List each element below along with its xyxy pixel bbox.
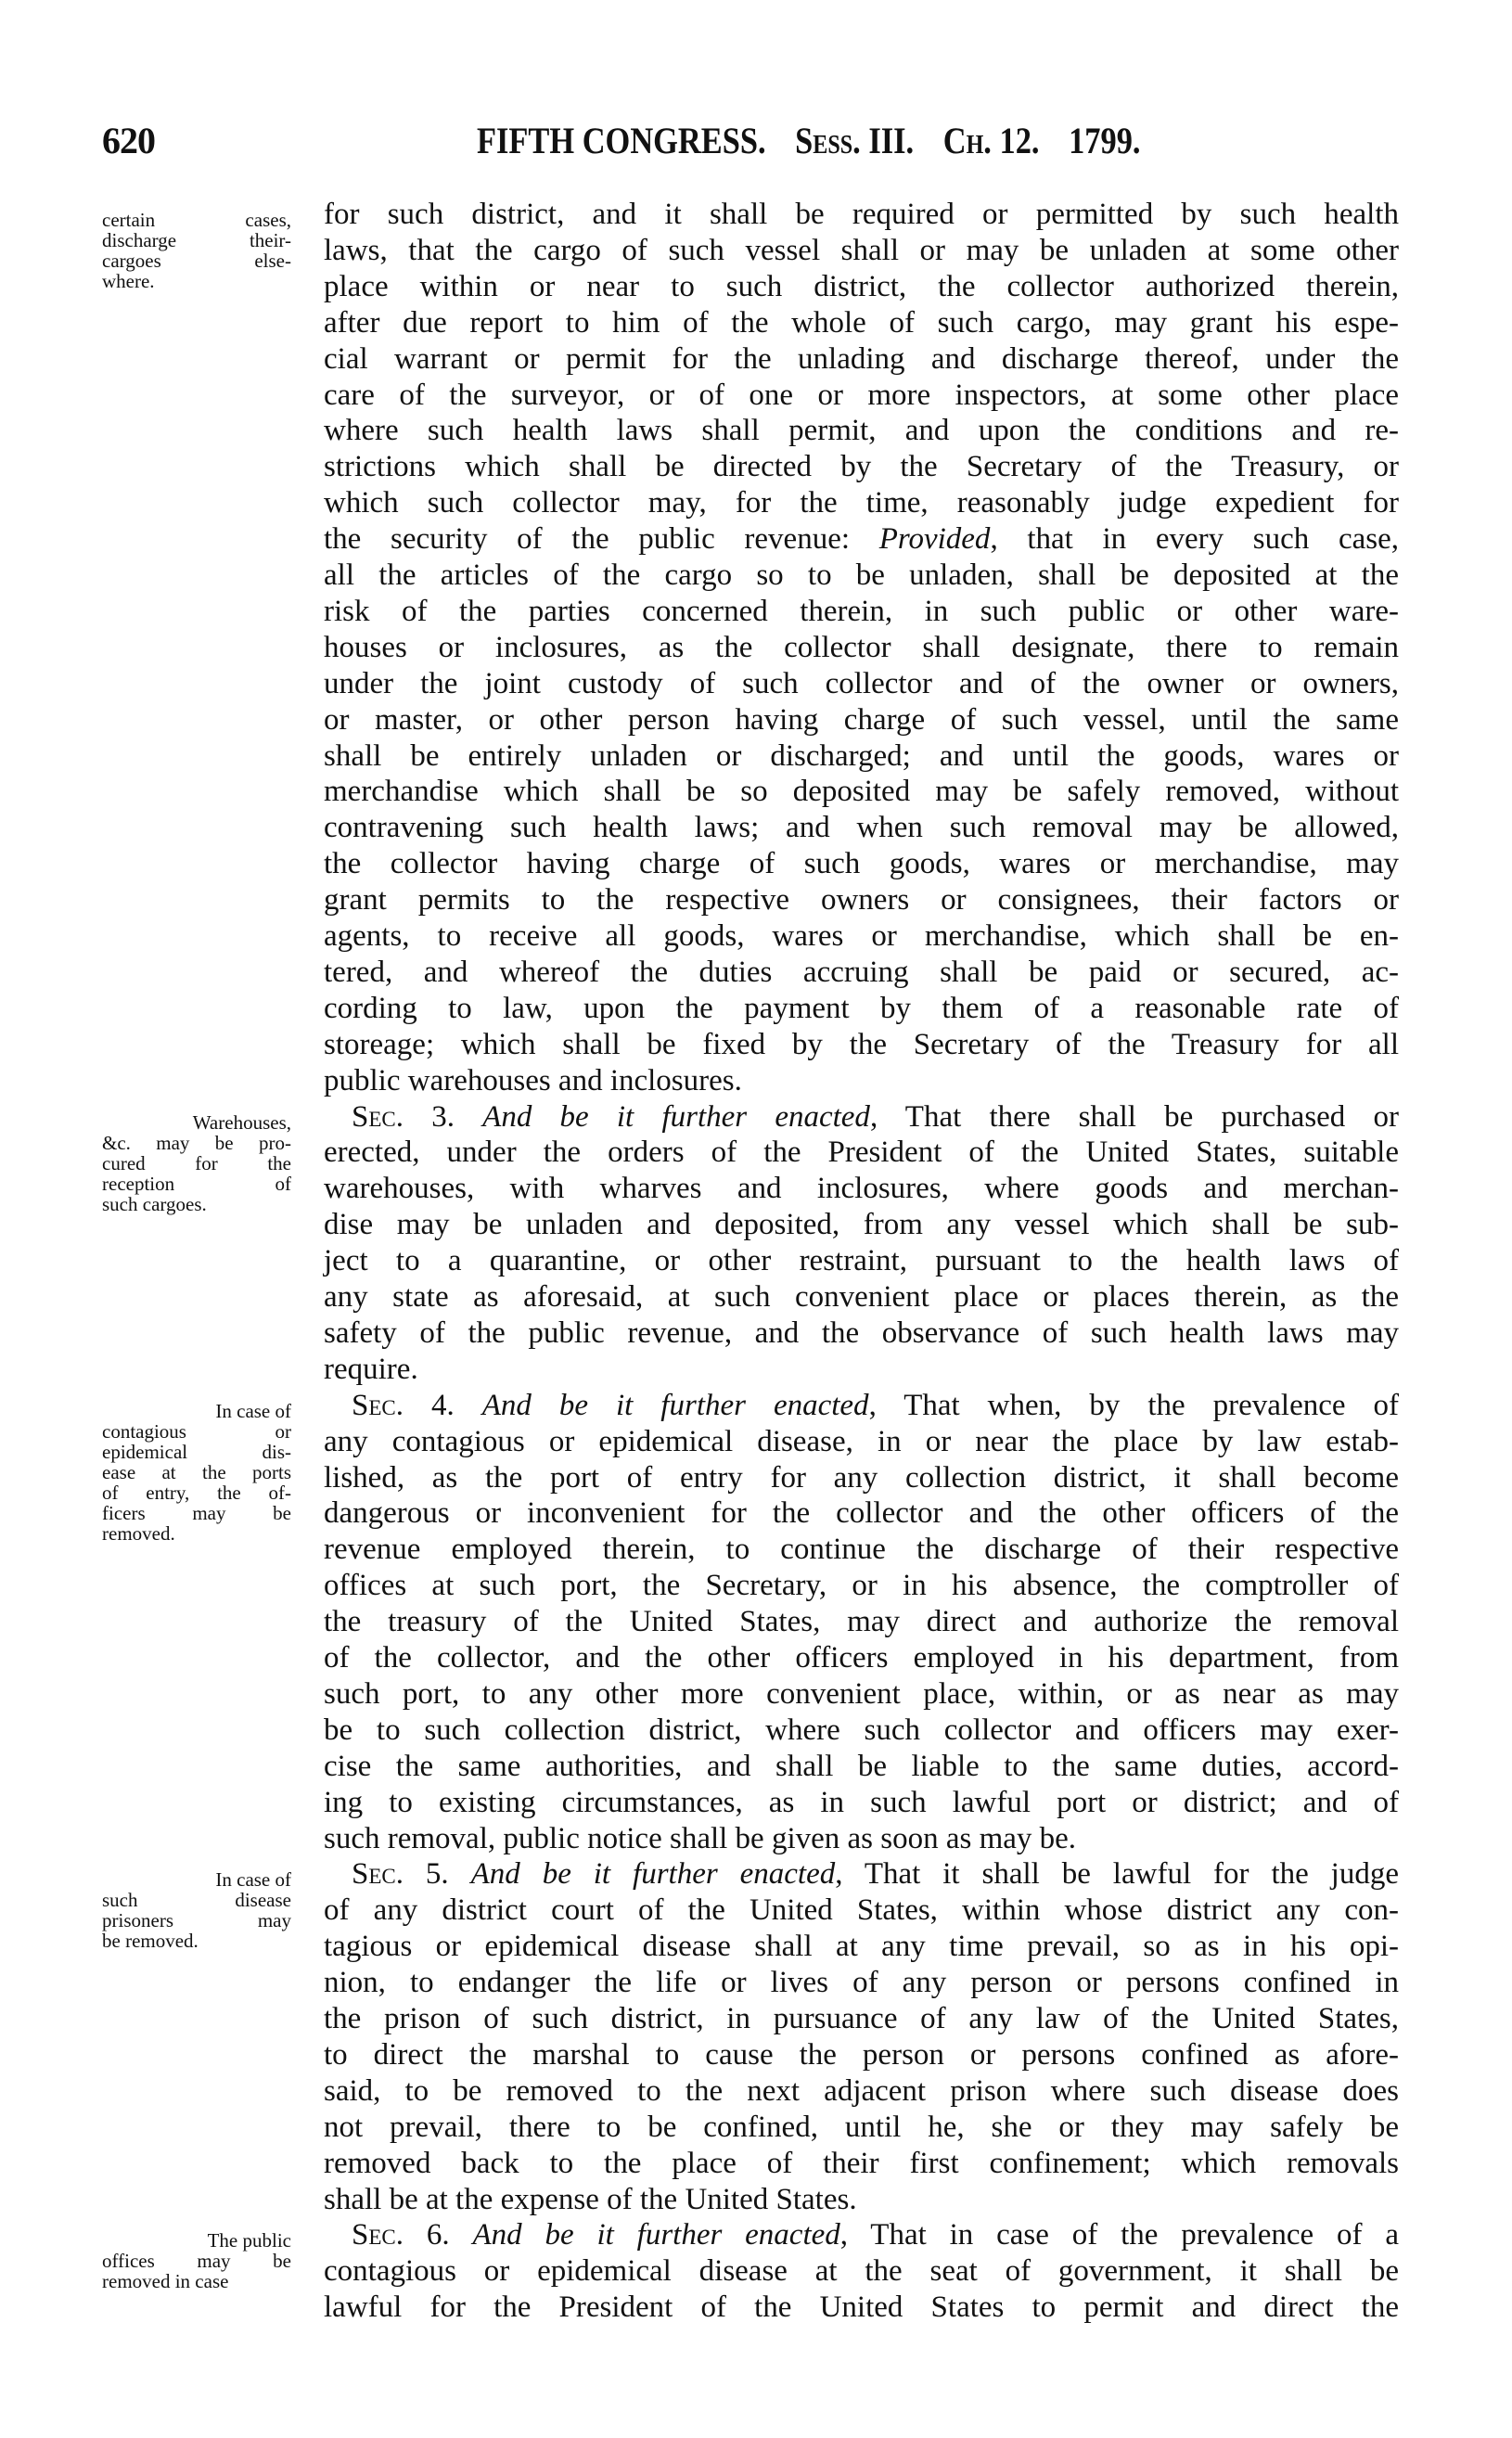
body-line: laws, that the cargo of such vessel shall or may be unladen at some other <box>324 233 1399 267</box>
body-line: cise the same authorities, and shall be liable to the same duties, accord- <box>324 1749 1399 1783</box>
body-line: under the joint custody of such collector and of the owner or owners, <box>324 666 1399 700</box>
section-number: Sec. 5. <box>352 1857 449 1892</box>
body-line: lished, as the port of entry for any collection district, it shall become <box>324 1460 1399 1495</box>
body-line: of any district court of the United States, within whose district any con- <box>324 1893 1399 1928</box>
italic-phrase: And be it further enacted <box>470 1857 836 1892</box>
section-heading-line: Sec. 3. And be it further enacted, That there shall be purchased or <box>352 1099 1400 1134</box>
margin-note-line: such disease <box>102 1889 291 1912</box>
body-line: revenue employed therein, to continue the discharge of their respective <box>324 1533 1399 1567</box>
running-header-session: Sess. III. <box>795 120 915 161</box>
body-line: merchandise which shall be so deposited may be safely removed, without <box>324 775 1399 809</box>
margin-note-line: The public <box>207 2229 291 2252</box>
italic-phrase: And be it further enacted <box>472 2218 840 2252</box>
body-line: dise may be unladen and deposited, from any vessel which shall be sub- <box>324 1208 1399 1242</box>
body-line: ing to existing circumstances, as in such lawful port or district; and of <box>324 1785 1399 1819</box>
margin-note-ports-of-entry <box>102 1401 291 1544</box>
section-number: Sec. 6. <box>352 2218 450 2252</box>
body-line: safety of the public revenue, and the observance of such health laws may <box>324 1315 1399 1350</box>
body-line: such port, to any other more convenient place, within, or as near as may <box>324 1676 1399 1711</box>
body-line: ject to a quarantine, or other restraint, pursuant to the health laws of <box>324 1244 1399 1278</box>
margin-note-line: In case of <box>215 1868 291 1892</box>
margin-note-cargoes-elsewhere <box>102 210 291 291</box>
body-line: strictions which shall be directed by the Secretary of the Treasury, or <box>324 450 1399 484</box>
margin-note-line: prisoners may <box>102 1909 291 1932</box>
margin-note-line: be removed. <box>102 1930 199 1953</box>
body-line: said, to be removed to the next adjacent prison where such disease does <box>324 2073 1399 2108</box>
running-header-year: 1799. <box>1069 120 1141 161</box>
body-line: agents, to receive all goods, wares or merchandise, which shall be en- <box>324 919 1399 953</box>
body-line: the treasury of the United States, may direct and authorize the removal <box>324 1605 1399 1639</box>
body-line: of the collector, and the other officers employed in his department, from <box>324 1641 1399 1675</box>
body-line: place within or near to such district, the collector authorized therein, <box>324 269 1399 303</box>
body-line: storeage; which shall be fixed by the Secretary of the Treasury for all <box>324 1027 1399 1061</box>
margin-note-line: cured for the <box>102 1151 291 1174</box>
body-line: any contagious or epidemical disease, in or near the place by law estab- <box>324 1424 1399 1458</box>
section-heading-line: Sec. 6. And be it further enacted, That in case of the prevalence of a <box>352 2218 1399 2252</box>
margin-note-line: where. <box>102 270 155 292</box>
body-line: for such district, and it shall be required or permitted by such health <box>324 198 1399 231</box>
body-line: be to such collection district, where such collector and officers may exer- <box>324 1713 1399 1747</box>
body-line: erected, under the orders of the President of the United States, suitable <box>324 1136 1399 1170</box>
body-line: contravening such health laws; and when such removal may be allowed, <box>324 811 1399 845</box>
body-line: cial warrant or permit for the unlading and discharge thereof, under the <box>324 341 1399 376</box>
margin-note-public-offices <box>102 2230 291 2291</box>
section-number: Sec. 3. <box>352 1099 455 1134</box>
page-number: 620 <box>102 120 155 161</box>
body-line: not prevail, there to be confined, until he, she or they may safely be <box>324 2110 1399 2144</box>
body-line: nion, to endanger the life or lives of any person or persons confined in <box>324 1966 1399 2000</box>
margin-note-line: contagious or <box>102 1419 291 1443</box>
body-line: care of the surveyor, or of one or more inspectors, at some other place <box>324 378 1399 412</box>
margin-note-line: ease at the ports <box>102 1460 291 1483</box>
body-line: cording to law, upon the payment by them of a reasonable rate of <box>324 991 1399 1025</box>
body-line: the prison of such district, in pursuance of any law of the United States, <box>324 2002 1399 2035</box>
margin-note-line: such cargoes. <box>102 1192 207 1215</box>
section-number: Sec. 4. <box>352 1388 455 1422</box>
body-line: where such health laws shall permit, and upon the conditions and re- <box>324 414 1399 448</box>
margin-note-line: In case of <box>215 1399 291 1422</box>
body-line: tered, and whereof the duties accruing shall be paid or secured, ac- <box>324 955 1399 989</box>
margin-note-line: offices may be <box>102 2250 291 2273</box>
margin-note-line: ficers may be <box>102 1501 291 1524</box>
body-line: houses or inclosures, as the collector shall designate, there to remain <box>324 630 1399 664</box>
margin-note-line: discharge their- <box>102 229 291 251</box>
margin-note-line: certain cases, <box>102 209 291 231</box>
body-line: tagious or epidemical disease shall at any time prevail, so as in his opi- <box>324 1930 1399 1964</box>
margin-note-line: cargoes else- <box>102 250 291 272</box>
margin-note-line: of entry, the of- <box>102 1481 291 1504</box>
body-line: all the articles of the cargo so to be unladen, shall be deposited at the <box>324 558 1399 592</box>
margin-note-warehouses <box>102 1112 291 1214</box>
body-line: require. <box>324 1352 418 1386</box>
running-header-congress: FIFTH CONGRESS. <box>477 120 766 161</box>
body-line: public warehouses and inclosures. <box>324 1063 742 1097</box>
italic-phrase: And be it further enacted <box>481 1388 869 1422</box>
running-header <box>477 119 1141 163</box>
body-line: dangerous or inconvenient for the collector and the other officers of the <box>324 1496 1399 1531</box>
body-line: lawful for the President of the United States to permit and direct the <box>324 2290 1399 2325</box>
body-line: risk of the parties concerned therein, in such public or other ware- <box>324 594 1399 628</box>
body-line: the security of the public revenue: Provided, that in every such case, <box>324 522 1399 557</box>
running-header-chapter: Ch. 12. <box>942 120 1040 161</box>
body-line: to direct the marshal to cause the person or persons confined as afore- <box>324 2037 1399 2072</box>
section-heading-line: Sec. 5. And be it further enacted, That it shall be lawful for the judge <box>352 1857 1399 1892</box>
section-heading-line: Sec. 4. And be it further enacted, That when, by the prevalence of <box>352 1388 1399 1422</box>
margin-note-line: reception of <box>102 1172 291 1195</box>
body-line: contagious or epidemical disease at the seat of government, it shall be <box>324 2254 1399 2289</box>
body-line: removed back to the place of their first confinement; which removals <box>324 2146 1399 2180</box>
margin-note-line: epidemical dis- <box>102 1440 291 1463</box>
body-line: grant permits to the respective owners or consignees, their factors or <box>324 883 1399 917</box>
margin-note-line: &c. may be pro- <box>102 1131 291 1154</box>
body-line: warehouses, with wharves and inclosures, where goods and merchan- <box>324 1172 1399 1206</box>
body-line: shall be at the expense of the United States. <box>324 2182 857 2216</box>
italic-phrase: Provided <box>878 522 991 557</box>
italic-phrase: And be it further enacted <box>482 1099 870 1134</box>
body-line: any state as aforesaid, at such convenient place or places therein, as the <box>324 1280 1399 1314</box>
body-line: the collector having charge of such goods, wares or merchandise, may <box>324 847 1399 881</box>
margin-note-line: Warehouses, <box>192 1110 291 1134</box>
margin-note-prisoners <box>102 1869 291 1951</box>
body-line: such removal, public notice shall be given as soon as may be. <box>324 1821 1077 1855</box>
body-line: offices at such port, the Secretary, or in his absence, the comptroller of <box>324 1569 1399 1603</box>
body-line: or master, or other person having charge of such vessel, until the same <box>324 702 1399 737</box>
body-line: after due report to him of the whole of such cargo, may grant his espe- <box>324 305 1399 340</box>
margin-note-line: removed in case <box>102 2270 229 2293</box>
margin-note-line: removed. <box>102 1521 175 1545</box>
body-line: shall be entirely unladen or discharged; and until the goods, wares or <box>324 738 1399 773</box>
body-line: which such collector may, for the time, reasonably judge expedient for <box>324 486 1399 520</box>
